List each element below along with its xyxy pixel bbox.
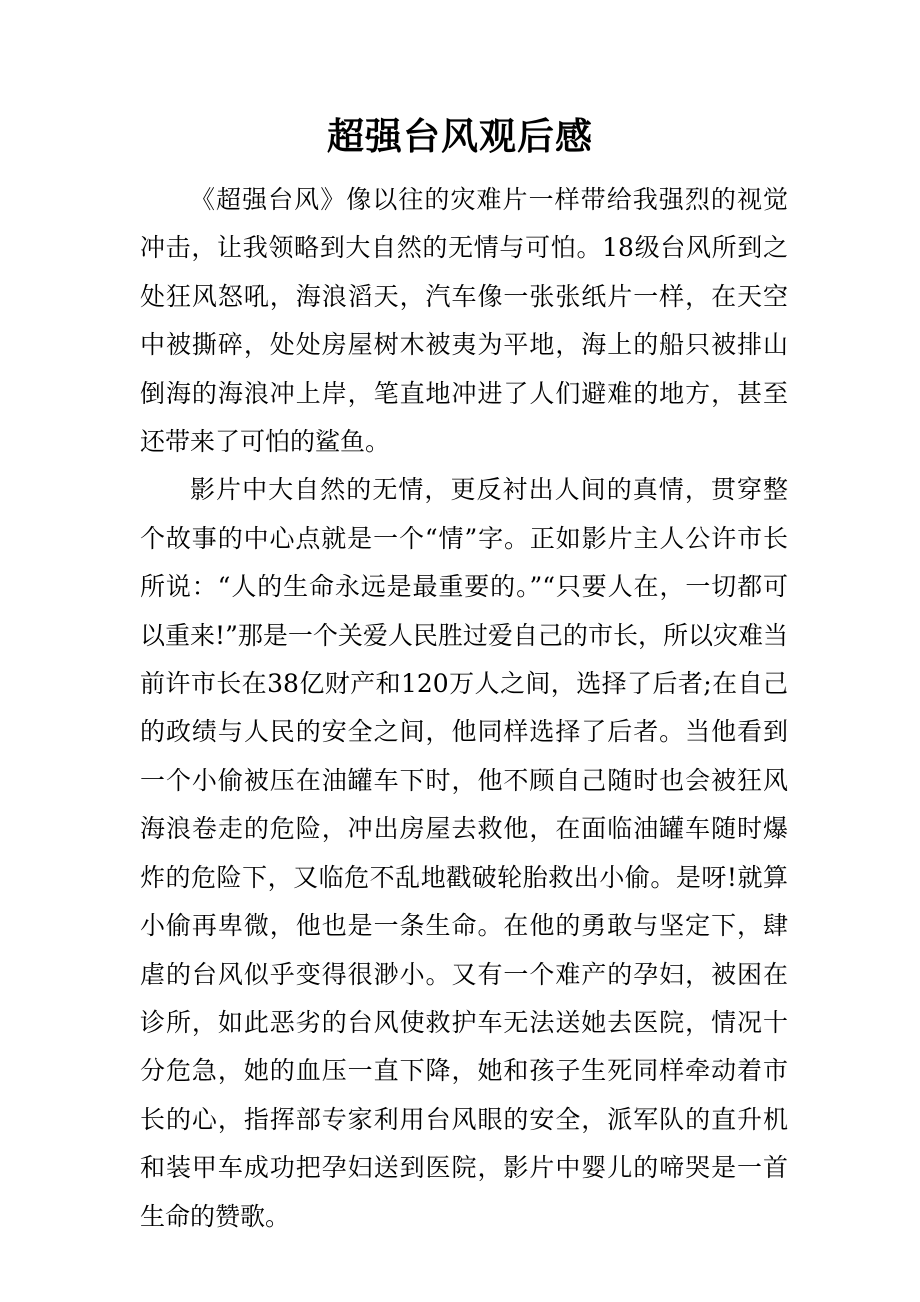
page-title: 超强台风观后感 [327,114,593,158]
paragraph-2: 影片中大自然的无情，更反衬出人间的真情，贯穿整个故事的中心点就是一个“情”字。正如影片主人公许市长所说：“人的生命永远是最重要的。”“只要人在，一切都可以重来!”那是一个关爱人民胜过爱自己的市长，所以灾难当前许市长在38亿财产和120万人之间，选择了后者;在自己的政绩与人民的安全之间，他同样选择了后者。当他看到一个小偷被压在油罐车下时，他不顾自己随时也会被狂风海浪卷走的危险，冲出房屋去救他，在面临油罐车随时爆炸的危险下，又临危不乱地戳破轮胎救出小偷。是呀!就算小偷再卑微，他也是一条生命。在他的勇敢与坚定下，肆虐的台风似乎变得很渺小。又有一个难产的孕妇，被困在诊所，如此恶劣的台风使救护车无法送她去医院，情况十分危急，她的血压一直下降，她和孩子生死同样牵动着市长的心，指挥部专家利用台风眼的安全，派军队的直升机和装甲车成功把孕妇送到医院，影片中婴儿的啼哭是一首生命的赞歌。 [140,475,788,1231]
document-body [140,176,788,1241]
paragraph-1: 《超强台风》像以往的灾难片一样带给我强烈的视觉冲击，让我领略到大自然的无情与可怕。18级台风所到之处狂风怒吼，海浪滔天，汽车像一张张纸片一样，在天空中被撕碎，处处房屋树木被夷为平地，海上的船只被排山倒海的海浪冲上岸，笔直地冲进了人们避难的地方，甚至还带来了可怕的鲨鱼。 [140,185,788,457]
